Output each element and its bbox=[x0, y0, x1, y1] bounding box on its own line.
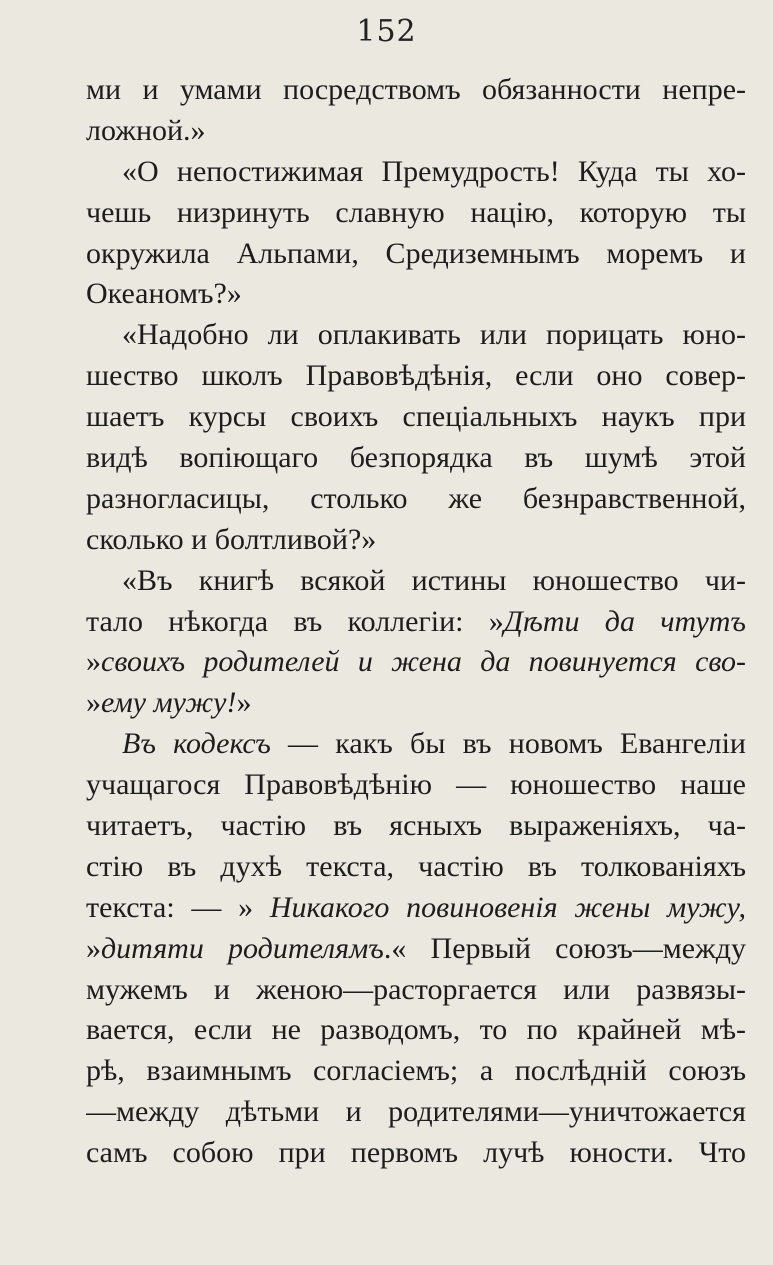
text-line: чешь низринуть славную націю, которую ты bbox=[86, 195, 746, 229]
text-line: мужемъ и женою—расторгается или развязы- bbox=[86, 972, 746, 1006]
text-line: »своихъ родителей и жена да повинуется сво- bbox=[86, 645, 746, 679]
text-line: шество школъ Правовѣдѣнія, если оно совер- bbox=[86, 359, 746, 393]
text-line: «Въ книгѣ всякой истины юношество чи- bbox=[122, 563, 746, 597]
text-line: ложной.» bbox=[86, 113, 206, 147]
page-number: 152 bbox=[356, 14, 417, 49]
text-line: «Надобно ли оплакивать или порицать юно- bbox=[122, 318, 746, 352]
text-line: текста: — » Никакого повиновенія жены мужу, bbox=[86, 890, 746, 924]
text-line: Океаномъ?» bbox=[86, 277, 242, 311]
text-line: стію въ духѣ текста, частію въ толкованіяхъ bbox=[86, 849, 746, 883]
text-line: ми и умами посредствомъ обязанности непре- bbox=[86, 73, 746, 106]
text-line: «О непостижимая Премудрость! Куда ты хо- bbox=[122, 154, 746, 188]
text-line: читаетъ, частію въ ясныхъ выраженіяхъ, ча- bbox=[86, 809, 746, 843]
body-text bbox=[86, 70, 746, 1174]
text-line: сколько и болтливой?» bbox=[86, 522, 377, 556]
text-line: разногласицы, столько же безнравственной, bbox=[86, 481, 746, 515]
text-line: рѣ, взаимнымъ согласіемъ; а послѣдній союзъ bbox=[86, 1054, 746, 1088]
text-line: вается, если не разводомъ, то по крайней мѣ- bbox=[86, 1013, 746, 1047]
text-line: самъ собою при первомъ лучѣ юности. Что bbox=[86, 1136, 746, 1170]
text-line: шаетъ курсы своихъ спеціальныхъ наукъ при bbox=[86, 400, 746, 434]
text-line: »ему мужу!» bbox=[86, 686, 252, 720]
text-line: »дитяти родителямъ.« Первый союзъ—между bbox=[86, 931, 746, 965]
text-line: окружила Альпами, Средиземнымъ моремъ и bbox=[86, 236, 746, 270]
text-line: Въ кодексъ — какъ бы въ новомъ Евангеліи bbox=[122, 727, 746, 761]
text-line: учащагося Правовѣдѣнію — юношество наше bbox=[86, 768, 746, 802]
text-line: —между дѣтьми и родителями—уничтожается bbox=[86, 1095, 746, 1129]
text-line: видѣ вопіющаго безпорядка въ шумѣ этой bbox=[86, 441, 746, 475]
text-line: тало нѣкогда въ коллегіи: »Дѣти да чтутъ bbox=[86, 604, 746, 638]
